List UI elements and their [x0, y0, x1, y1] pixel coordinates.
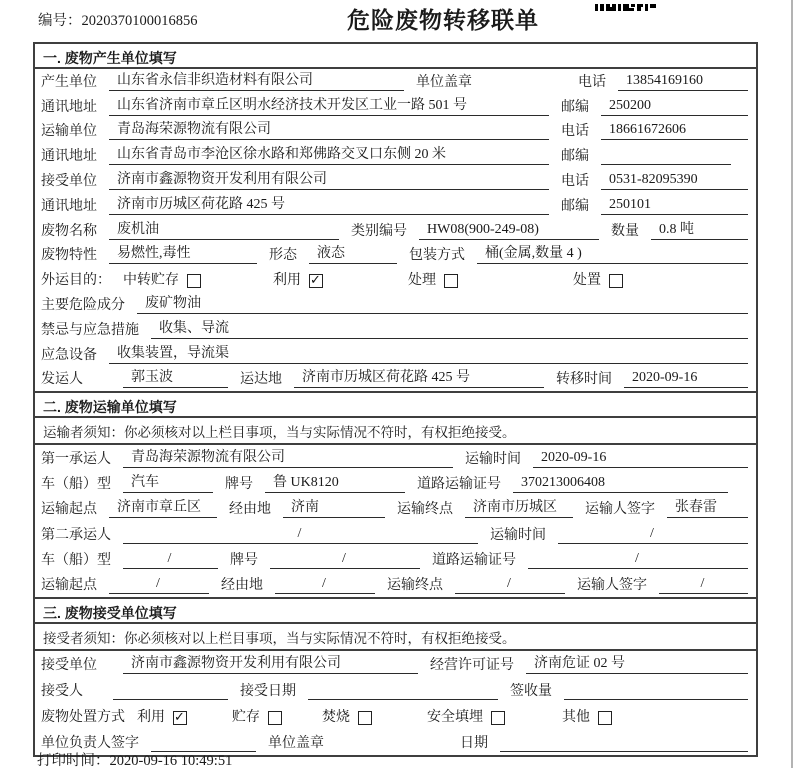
- field-value: 13854169160: [618, 73, 748, 91]
- field-label: 牌号: [230, 552, 258, 568]
- field-label: 第一承运人: [41, 451, 111, 467]
- field-value: /: [528, 551, 748, 569]
- field-value: 液态: [309, 246, 397, 264]
- field-value: /: [455, 576, 565, 594]
- field-value: 山东省青岛市李沧区徐水路和郑佛路交叉口东侧 20 米: [109, 147, 549, 165]
- form-section: [35, 391, 756, 597]
- section-header: 一. 废物产生单位填写: [35, 44, 756, 69]
- field-value: [500, 735, 748, 752]
- field-value: 收集装置，导流渠: [109, 346, 748, 364]
- field-value: 济南市历城区荷花路 425 号: [109, 197, 549, 215]
- field-label: 运输时间: [465, 451, 521, 467]
- serial-label: 编号：: [38, 13, 82, 29]
- field-label: 运输人签字: [585, 502, 655, 518]
- field-label: 经营许可证号: [430, 658, 514, 674]
- checkbox-item: [573, 272, 623, 289]
- form-row: [35, 193, 756, 218]
- checkbox-unchecked-icon: [491, 711, 505, 725]
- checkbox-item: [408, 272, 573, 289]
- form-row: [35, 367, 756, 392]
- field-value: 济南: [283, 500, 385, 518]
- field-value: /: [659, 576, 748, 594]
- form-row: [35, 342, 756, 367]
- form-row: [35, 243, 756, 268]
- field-label: 运输终点: [397, 502, 453, 518]
- field-label: 邮编: [561, 149, 589, 165]
- field-value: 18661672606: [601, 122, 748, 140]
- field-value: 青岛海荣源物流有限公司: [109, 122, 549, 140]
- field-label: 运达地: [240, 372, 282, 388]
- checkbox-item: [123, 272, 273, 289]
- form-row: [35, 651, 756, 677]
- field-label: 数量: [611, 223, 639, 239]
- field-value: 2020-09-16: [624, 370, 748, 388]
- form-row: [35, 292, 756, 317]
- field-label: 通讯地址: [41, 198, 97, 214]
- field-value: [601, 148, 731, 165]
- form-row: [35, 143, 756, 168]
- page-edge-line: [791, 0, 793, 768]
- form-row: [35, 267, 756, 292]
- field-value: /: [109, 576, 209, 594]
- field-label: 邮编: [561, 198, 589, 214]
- field-label: 通讯地址: [41, 99, 97, 115]
- field-label: 单位负责人签字: [41, 736, 139, 752]
- form-section: [35, 597, 756, 755]
- form-row: [35, 547, 756, 572]
- checkbox-item: [562, 709, 612, 726]
- field-label: 电话: [578, 74, 606, 90]
- checkbox-unchecked-icon: [358, 711, 372, 725]
- field-label: 接受单位: [41, 173, 97, 189]
- form-row: [35, 69, 756, 94]
- field-label: 废物处置方式: [41, 710, 125, 726]
- page-title: 危险废物转移联单: [347, 7, 539, 33]
- field-label: 转移时间: [556, 372, 612, 388]
- field-label: 运输人签字: [577, 578, 647, 594]
- serial-value: 2020370100016856: [81, 13, 198, 29]
- field-value: 济南市历城区荷花路 425 号: [294, 370, 544, 388]
- checkbox-unchecked-icon: [598, 711, 612, 725]
- field-value: 370213006408: [513, 475, 728, 493]
- field-label: 接受日期: [240, 684, 296, 700]
- page-header: [0, 0, 796, 42]
- form-row: [35, 218, 756, 243]
- field-value: 0531-82095390: [601, 172, 748, 190]
- field-label: 道路运输证号: [417, 476, 501, 492]
- checkbox-checked-icon: [173, 711, 187, 725]
- field-label: 包装方式: [409, 248, 465, 264]
- field-value: 郭玉波: [123, 370, 228, 388]
- field-label: 运输终点: [387, 578, 443, 594]
- field-value: 0.8 吨: [651, 222, 748, 240]
- field-label: 道路运输证号: [432, 552, 516, 568]
- field-label: 接受人: [41, 684, 83, 700]
- form-row: [35, 521, 756, 546]
- field-label: 运输单位: [41, 124, 97, 140]
- field-label: 外运目的：: [41, 273, 111, 289]
- field-value: 废机油: [109, 222, 339, 240]
- section-header: 三. 废物接受单位填写: [35, 599, 756, 624]
- form-row: [35, 677, 756, 703]
- field-label: 运输时间: [490, 527, 546, 543]
- checkbox-unchecked-icon: [444, 274, 458, 288]
- field-value: 青岛海荣源物流有限公司: [123, 450, 453, 468]
- field-label: 单位盖章: [416, 74, 472, 90]
- form-row: [35, 119, 756, 144]
- field-label: 邮编: [561, 99, 589, 115]
- print-time: 打印时间：2020-09-16 10:49:51: [37, 753, 233, 769]
- field-value: 山东省永信非织造材料有限公司: [109, 73, 404, 91]
- field-label: 发运人: [41, 372, 83, 388]
- field-value: 济南危证 02 号: [526, 656, 748, 674]
- field-value: /: [558, 526, 748, 544]
- checkbox-unchecked-icon: [268, 711, 282, 725]
- field-label: 第二承运人: [41, 527, 111, 543]
- field-value: 济南市历城区: [465, 500, 573, 518]
- field-value: 鲁 UK8120: [265, 475, 405, 493]
- field-label: 运输起点: [41, 578, 97, 594]
- form-row: [35, 445, 756, 470]
- field-label: 电话: [561, 124, 589, 140]
- field-label: 车（船）型: [41, 552, 111, 568]
- checkbox-label: 其他: [562, 710, 590, 726]
- form-row: [35, 317, 756, 342]
- field-label: 经由地: [221, 578, 263, 594]
- field-value: [308, 683, 498, 700]
- field-value: 张春雷: [667, 500, 748, 518]
- field-label: 废物特性: [41, 248, 97, 264]
- form-section: [35, 44, 756, 391]
- checkbox-label: 中转贮存: [123, 273, 179, 289]
- checkbox-item: [273, 272, 408, 289]
- field-label: 产生单位: [41, 74, 97, 90]
- checkbox-item: [427, 709, 562, 726]
- field-value: 桶(金属,数量 4 ): [477, 246, 748, 264]
- checkbox-label: 安全填埋: [427, 710, 483, 726]
- field-label: 电话: [561, 173, 589, 189]
- checkbox-checked-icon: [309, 274, 323, 288]
- form-row: [35, 496, 756, 521]
- form-row: [35, 168, 756, 193]
- field-value: 2020-09-16: [533, 450, 748, 468]
- field-label: 运输起点: [41, 502, 97, 518]
- field-value: 250101: [601, 197, 748, 215]
- transfer-form-table: [33, 42, 758, 757]
- serial-number: [38, 9, 198, 30]
- field-value: 山东省济南市章丘区明水经济技术开发区工业一路 501 号: [109, 98, 549, 116]
- field-value: 济南市章丘区: [109, 500, 217, 518]
- field-value: /: [123, 551, 218, 569]
- field-label: 废物名称: [41, 223, 97, 239]
- section-note: 运输者须知：你必须核对以上栏目事项，当与实际情况不符时，有权拒绝接受。: [35, 418, 756, 445]
- form-row: [35, 572, 756, 597]
- field-label: 类别编号: [351, 223, 407, 239]
- field-label: 签收量: [510, 684, 552, 700]
- field-value: 收集、导流: [151, 321, 748, 339]
- field-label: 经由地: [229, 502, 271, 518]
- field-label: 通讯地址: [41, 149, 97, 165]
- field-label: 主要危险成分: [41, 297, 125, 313]
- field-value: /: [123, 526, 478, 544]
- checkbox-item: [232, 709, 322, 726]
- field-label: 接受单位: [41, 658, 97, 674]
- field-value: [113, 683, 228, 700]
- field-value: 汽车: [123, 475, 213, 493]
- section-header: 二. 废物运输单位填写: [35, 393, 756, 418]
- field-label: 日期: [460, 736, 488, 752]
- checkbox-unchecked-icon: [609, 274, 623, 288]
- field-value: 易燃性,毒性: [109, 246, 257, 264]
- form-row: [35, 703, 756, 729]
- field-value: 250200: [601, 98, 748, 116]
- form-row: [35, 471, 756, 496]
- field-label: 应急设备: [41, 347, 97, 363]
- form-row: [35, 94, 756, 119]
- field-value: [564, 683, 748, 700]
- field-value: 济南市鑫源物资开发利用有限公司: [123, 656, 418, 674]
- field-label: 形态: [269, 248, 297, 264]
- field-label: 单位盖章: [268, 736, 324, 752]
- field-value: 废矿物油: [137, 296, 748, 314]
- field-label: 车（船）型: [41, 476, 111, 492]
- field-value: /: [270, 551, 420, 569]
- qr-code-fragment: [595, 0, 657, 18]
- field-label: 禁忌与应急措施: [41, 322, 139, 338]
- checkbox-label: 处理: [408, 273, 436, 289]
- checkbox-label: 焚烧: [322, 710, 350, 726]
- checkbox-label: 处置: [573, 273, 601, 289]
- checkbox-label: 利用: [137, 710, 165, 726]
- section-note: 接受者须知：你必须核对以上栏目事项，当与实际情况不符时，有权拒绝接受。: [35, 624, 756, 651]
- checkbox-item: [322, 709, 427, 726]
- field-label: 牌号: [225, 476, 253, 492]
- checkbox-label: 利用: [273, 273, 301, 289]
- checkbox-label: 贮存: [232, 710, 260, 726]
- checkbox-item: [137, 709, 232, 726]
- field-value: HW08(900-249-08): [419, 222, 599, 240]
- field-value: 济南市鑫源物资开发利用有限公司: [109, 172, 549, 190]
- field-value: /: [275, 576, 375, 594]
- checkbox-unchecked-icon: [187, 274, 201, 288]
